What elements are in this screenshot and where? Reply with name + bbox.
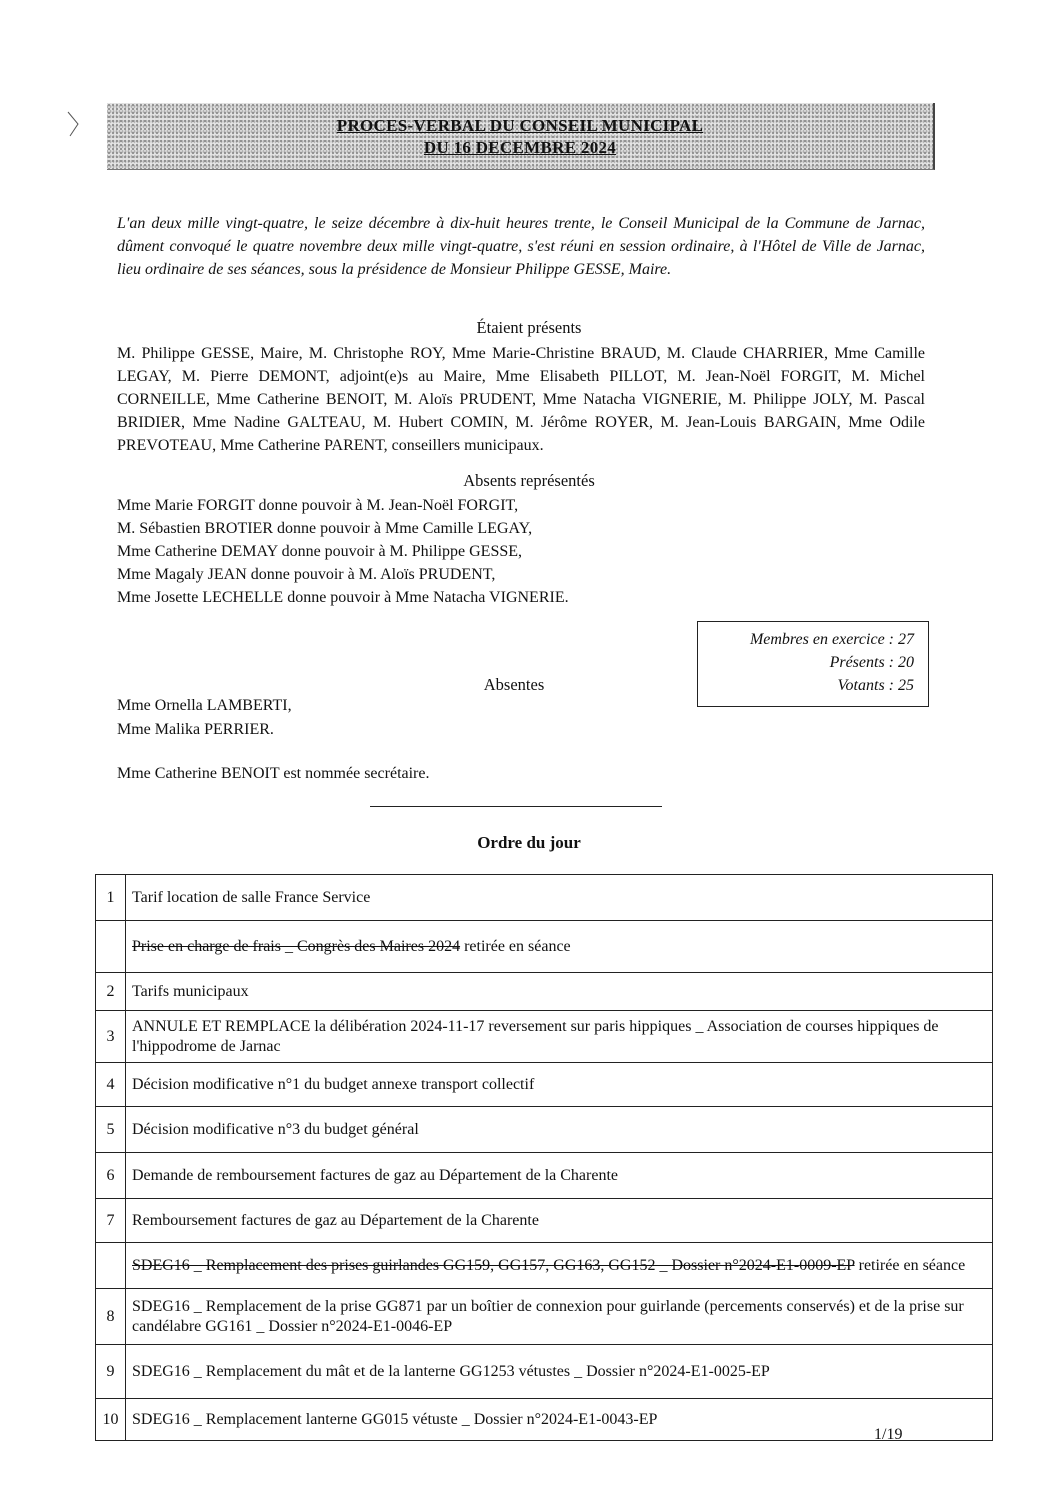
agenda-item-number: 3: [96, 1011, 126, 1063]
agenda-row: [96, 1107, 993, 1153]
agenda-item-number: 4: [96, 1063, 126, 1107]
agenda-table: [95, 874, 993, 1441]
agenda-row: [96, 973, 993, 1011]
present-heading: Étaient présents: [476, 318, 582, 337]
withdrawn-item-text: SDEG16 _ Remplacement des prises guirlandes GG159, GG157, GG163, GG152 _ Dossier n°2024-E1-0009-EP: [132, 1256, 855, 1274]
represented-item: Mme Marie FORGIT donne pouvoir à M. Jean-Noël FORGIT,: [117, 497, 519, 514]
withdrawn-note: retirée en séance: [460, 937, 571, 955]
absent-list: [117, 694, 617, 742]
absent-heading: Absentes: [483, 675, 545, 694]
agenda-item-subject: SDEG16 _ Remplacement lanterne GG015 vétuste _ Dossier n°2024-E1-0043-EP: [126, 1399, 993, 1441]
agenda-row: [96, 1063, 993, 1107]
secretary-line: Mme Catherine BENOIT est nommée secrétaire.: [117, 765, 430, 782]
withdrawn-note: retirée en séance: [854, 1256, 966, 1274]
represented-heading: Absents représentés: [463, 471, 595, 490]
voters-count: Votants : 25: [837, 677, 914, 694]
agenda-item-subject: Tarifs municipaux: [126, 973, 993, 1011]
agenda-item-number: 6: [96, 1153, 126, 1199]
agenda-item-subject: SDEG16 _ Remplacement du mât et de la lanterne GG1253 vétustes _ Dossier n°2024-E1-0025-EP: [126, 1345, 993, 1399]
represented-item: Mme Josette LECHELLE donne pouvoir à Mme Natacha VIGNERIE.: [117, 589, 569, 606]
document-title-banner: [107, 103, 935, 170]
agenda-row: [96, 875, 993, 921]
agenda-item-number: 2: [96, 973, 126, 1011]
agenda-item-number: 5: [96, 1107, 126, 1153]
agenda-item-number: [96, 921, 126, 973]
agenda-item-number: 9: [96, 1345, 126, 1399]
agenda-item-subject: Remboursement factures de gaz au Département de la Charente: [126, 1199, 993, 1243]
agenda-item-subject: ANNULE ET REMPLACE la délibération 2024-11-17 reversement sur paris hippiques _ Association de courses hippiques de l'hippodrome de Jarnac: [126, 1011, 993, 1063]
agenda-item-subject: Décision modificative n°3 du budget général: [126, 1107, 993, 1153]
margin-mark-icon: [40, 110, 80, 150]
agenda-title: Ordre du jour: [477, 833, 581, 852]
agenda-item-number: 8: [96, 1289, 126, 1345]
agenda-row: [96, 1011, 993, 1063]
absent-item: Mme Ornella LAMBERTI,: [117, 697, 292, 714]
represented-item: M. Sébastien BROTIER donne pouvoir à Mme Camille LEGAY,: [117, 520, 533, 537]
agenda-item-subject: [126, 1243, 993, 1289]
agenda-item-number: 1: [96, 875, 126, 921]
section-divider: [370, 806, 662, 807]
members-in-office: Membres en exercice : 27: [749, 631, 914, 648]
agenda-item-number: 10: [96, 1399, 126, 1441]
preamble-paragraph: L'an deux mille vingt-quatre, le seize décembre à dix-huit heures trente, le Conseil Municipal de la Commune de Jarnac, dûment convoqué le quatre novembre deux mille vingt-quatre, s'est réuni en session ordinaire, à l'Hôtel de Ville de Jarnac, lieu ordinaire de ses séances, sous la présidence de Monsieur Philippe GESSE, Maire.: [117, 215, 925, 278]
page-number: 1/19: [874, 1426, 903, 1443]
agenda-row: [96, 1153, 993, 1199]
agenda-item-number: [96, 1243, 126, 1289]
represented-item: Mme Magaly JEAN donne pouvoir à M. Aloïs PRUDENT,: [117, 566, 496, 583]
agenda-row: [96, 1243, 993, 1289]
agenda-item-subject: Demande de remboursement factures de gaz au Département de la Charente: [126, 1153, 993, 1199]
agenda-item-subject: Décision modificative n°1 du budget annexe transport collectif: [126, 1063, 993, 1107]
agenda-item-subject: [126, 921, 993, 973]
absent-item: Mme Malika PERRIER.: [117, 721, 274, 738]
agenda-row: [96, 1289, 993, 1345]
document-date: DU 16 DECEMBRE 2024: [423, 138, 617, 157]
represented-list: [117, 494, 817, 609]
agenda-row: [96, 921, 993, 973]
agenda-item-subject: Tarif location de salle France Service: [126, 875, 993, 921]
agenda-item-subject: SDEG16 _ Remplacement de la prise GG871 par un boîtier de connexion pour guirlande (percements conservés) et de la prise sur candélabre GG161 _ Dossier n°2024-E1-0046-EP: [126, 1289, 993, 1345]
represented-item: Mme Catherine DEMAY donne pouvoir à M. Philippe GESSE,: [117, 543, 523, 560]
agenda-row: [96, 1399, 993, 1441]
agenda-row: [96, 1345, 993, 1399]
agenda-row: [96, 1199, 993, 1243]
agenda-item-number: 7: [96, 1199, 126, 1243]
document-title: PROCES-VERBAL DU CONSEIL MUNICIPAL: [336, 116, 704, 135]
withdrawn-item-text: Prise en charge de frais _ Congrès des Maires 2024: [132, 937, 461, 955]
present-members-list: M. Philippe GESSE, Maire, M. Christophe ROY, Mme Marie-Christine BRAUD, M. Claude CHARRIER, Mme Camille LEGAY, M. Pierre DEMONT, adjoint(e)s au Maire, Mme Elisabeth PILLOT, M. Jean-Noël FORGIT, M. Michel CORNEILLE, Mme Catherine BENOIT, M. Aloïs PRUDENT, Mme Natacha VIGNERIE, M. Philippe JOLY, M. Pascal BRIDIER, Mme Nadine GALTEAU, M. Hubert COMIN, M. Jérôme ROYER, M. Jean-Louis BARGAIN, Mme Odile PREVOTEAU, Mme Catherine PARENT, conseillers municipaux.: [117, 345, 925, 454]
present-count: Présents : 20: [829, 654, 914, 671]
